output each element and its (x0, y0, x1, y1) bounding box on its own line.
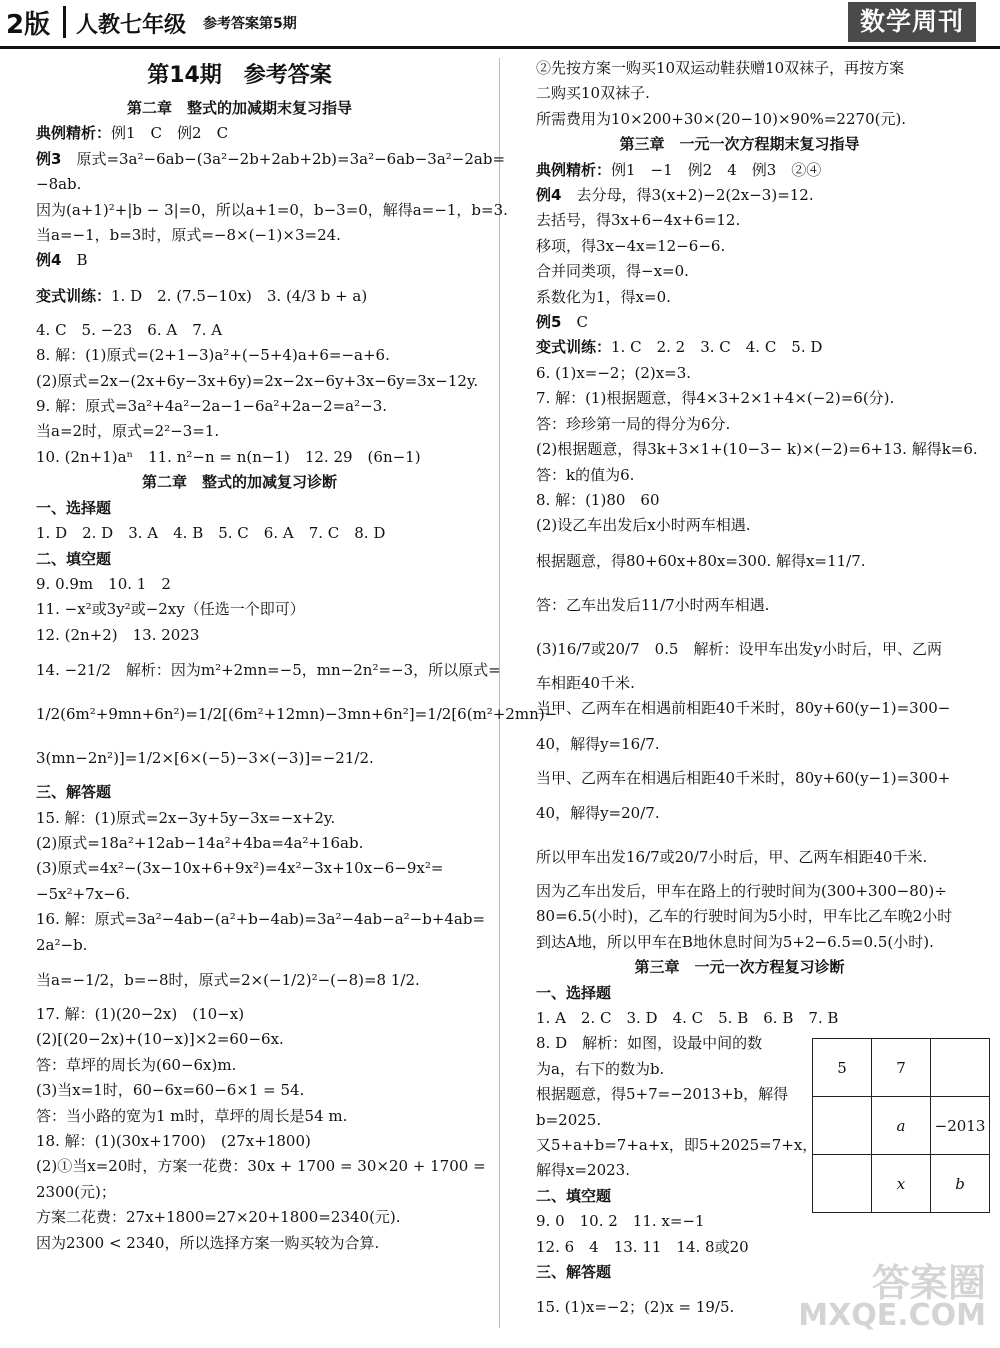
text-line (12, 172, 467, 197)
line-text: 12. 6 4 13. 11 14. 8或20 (536, 1237, 749, 1256)
text-line (12, 1205, 467, 1230)
text-line (512, 627, 967, 671)
text-line (12, 736, 467, 780)
text-line (12, 521, 467, 546)
line-text: 1/2(6m²+9mn+6n²)=1/2[(6m²+12mn)−3mn+6n²]=1/2[6(m²+2mn)− (36, 705, 558, 724)
line-text: 6. (1)x=−2；(2)x=3. (536, 363, 692, 382)
text-line (12, 572, 467, 597)
line-text: 当a=2时，原式=2²−3=1. (36, 422, 220, 441)
text-line (512, 722, 967, 766)
answer-label: 例4 (536, 186, 562, 205)
line-text: 10. (2n+1)aⁿ 11. n²−n = n(n−1) 12. 29 (6n−1) (36, 447, 421, 466)
grid-cell: 7 (872, 1039, 931, 1097)
text-line (12, 1002, 467, 1027)
text-line (512, 904, 967, 929)
line-text: 方案二花费：27x+1800=27×20+1800=2340(元). (36, 1208, 401, 1227)
grid-cell: 5 (813, 1039, 872, 1097)
line-text: (2)原式=18a²+12ab−14a²+4ba=4a²+16ab. (36, 833, 364, 852)
number-grid (812, 1038, 990, 1213)
text-line (512, 930, 967, 955)
line-text: 3(mn−2n²)]=1/2×[6×(−5)−3×(−3)]=−21/2. (36, 749, 374, 768)
column-divider (499, 58, 500, 1328)
answer-label: 典例精析： (536, 160, 612, 179)
subsection-label (12, 496, 467, 521)
answer-label: 例3 (36, 149, 62, 168)
line-text: 4. C 5. −23 6. A 7. A (36, 320, 223, 339)
text-line (12, 648, 501, 692)
text-line (512, 488, 967, 513)
text-line (12, 907, 486, 932)
line-text: 9. 0 10. 2 11. x=−1 (536, 1212, 705, 1231)
line-text: 11. −x²或3y²或−2xy（任选一个即可） (36, 600, 305, 619)
text-line (512, 386, 967, 411)
line-text: 17. 解：(1)(20−2x) (10−x) (36, 1004, 245, 1023)
answer-label: 变式训练： (36, 286, 112, 305)
line-text: 2300(元)； (36, 1182, 116, 1201)
line-text: 当a=−1/2，b=−8时，原式=2×(−1/2)²−(−8)=8 1/2. (36, 970, 420, 989)
text-line (12, 121, 467, 146)
subsection-label (512, 981, 967, 1006)
answer-label: 例5 (536, 313, 562, 332)
text-line (512, 1006, 967, 1031)
text-line (512, 56, 967, 81)
line-text: 因为乙车出发后，甲车在路上的行驶时间为(300+300−80)÷ (536, 881, 947, 900)
line-text: 9. 0.9m 10. 1 2 (36, 574, 171, 593)
text-line (512, 671, 967, 696)
line-text: 例1 C 例2 C (111, 124, 229, 143)
line-text: 一、选择题 (536, 983, 612, 1002)
line-text: 系数化为1，得x=0. (536, 287, 671, 306)
line-text: (3)原式=4x²−(3x−10x+6+9x²)=4x²−3x+10x−6−9x²= (36, 859, 444, 878)
text-line (512, 361, 967, 386)
line-text: 2a²−b. (36, 935, 88, 954)
line-text: ②先按方案一购买10双运动鞋获赠10双袜子，再按方案 (536, 59, 905, 77)
line-text: 车相距40千米. (536, 673, 635, 692)
text-line (12, 369, 479, 394)
text-line (12, 1104, 467, 1129)
text-line (12, 147, 506, 172)
text-line (512, 513, 967, 538)
line-text: 1. D 2. (7.5−10x) 3. (4/3 b + a) (111, 286, 368, 305)
line-text: 1. A 2. C 3. D 4. C 5. B 6. B 7. B (536, 1008, 839, 1027)
line-text: 答：k的值为6. (536, 465, 635, 484)
line-text: 15. (1)x=−2；(2)x = 19/5. (536, 1298, 735, 1317)
brand-title: 数学周刊 (848, 2, 976, 42)
line-text: 18. 解：(1)(30x+1700) (27x+1800) (36, 1132, 311, 1150)
grid-cell (813, 1155, 872, 1213)
text-line (512, 583, 967, 627)
line-text: 14. −21/2 解析：因为m²+2mn=−5，mn−2n²=−3，所以原式= (36, 661, 501, 680)
text-line (12, 318, 467, 343)
text-line (12, 692, 558, 736)
grid-cell: a (872, 1097, 931, 1155)
line-text: 40，解得y=20/7. (536, 803, 660, 822)
line-text: −8ab. (36, 175, 82, 194)
text-line (512, 766, 967, 791)
line-text: 8. D 解析：如图，设最中间的数 (536, 1034, 763, 1053)
text-line (12, 933, 467, 958)
line-text: −5x²+7x−6. (36, 884, 131, 903)
line-text: 一、选择题 (36, 498, 112, 517)
text-line (12, 856, 467, 881)
page-header (0, 0, 1000, 49)
line-text: 第三章 一元一次方程复习诊断 (634, 958, 845, 977)
section-heading (12, 470, 467, 495)
text-line (512, 539, 967, 583)
section-heading (12, 96, 467, 121)
line-text: 第14期 参考答案 (147, 63, 332, 88)
line-text: 又5+a+b=7+a+x，即5+2025=7+x， (536, 1136, 818, 1154)
grid-cell: x (872, 1155, 931, 1213)
text-line (12, 1078, 467, 1103)
line-text: b=2025. (536, 1110, 602, 1129)
header-divider (63, 6, 66, 38)
line-text: (2)设乙车出发后x小时两车相遇. (536, 516, 751, 535)
line-text: 9. 解：原式=3a²+4a²−2a−1−6a²+2a−2=a²−3. (36, 397, 388, 416)
line-text: 第三章 一元一次方程期末复习指导 (619, 135, 860, 154)
line-text: 因为2300 < 2340，所以选择方案一购买较为合算. (36, 1233, 380, 1252)
edition-label: 2版 (6, 10, 51, 40)
text-line (12, 1129, 467, 1154)
text-line (512, 81, 967, 106)
line-text: 1. D 2. D 3. A 4. B 5. C 6. A 7. C 8. D (36, 524, 386, 543)
page-title (12, 56, 467, 96)
grid-cell (931, 1039, 990, 1097)
grid-cell: −2013 (931, 1097, 990, 1155)
text-line (12, 1027, 467, 1052)
line-text: 所以甲车出发16/7或20/7小时后，甲、乙两车相距40千米. (536, 847, 928, 866)
text-line (512, 463, 967, 488)
text-line (512, 335, 967, 360)
answer-label: 变式训练： (536, 338, 612, 357)
line-text: 例1 −1 例2 4 例3 ②④ (611, 160, 822, 179)
line-text: 8. 解：(1)80 60 (536, 490, 660, 509)
grade-label: 人教七年级 (76, 13, 187, 38)
line-text: 二购买10双袜子. (536, 84, 650, 103)
line-text: 答：乙车出发后11/7小时两车相遇. (536, 595, 770, 614)
text-line (12, 882, 467, 907)
text-line (512, 1209, 967, 1234)
section-heading (512, 955, 967, 980)
text-line (12, 198, 508, 223)
line-text: 二、填空题 (536, 1186, 612, 1205)
text-line (512, 158, 967, 183)
line-text: 合并同类项，得−x=0. (536, 262, 689, 281)
text-line (512, 791, 967, 835)
text-line (512, 835, 967, 879)
text-line (512, 259, 967, 284)
text-line (512, 285, 967, 310)
answer-label: 例4 (36, 251, 62, 270)
line-text: 因为(a+1)²+|b − 3|=0，所以a+1=0，b−3=0，解得a=−1，b=3. (36, 200, 508, 219)
line-text: (2)原式=2x−(2x+6y−3x+6y)=2x−2x−6y+3x−6y=3x−12y. (36, 371, 479, 390)
line-text: 根据题意，得5+7=−2013+b，解得 (536, 1085, 789, 1104)
text-line (512, 208, 967, 233)
line-text: (3)16/7或20/7 0.5 解析：设甲车出发y小时后，甲、乙两 (536, 639, 942, 658)
line-text: 当a=−1，b=3时，原式=−8×(−1)×3=24. (36, 226, 341, 245)
text-line (12, 623, 467, 648)
line-text: B (61, 251, 88, 270)
text-line (512, 183, 967, 208)
subsection-label (12, 547, 467, 572)
line-text: 当甲、乙两车在相遇后相距40千米时，80y+60(y−1)=300+ (536, 768, 951, 787)
line-text: (2)[(20−2x)+(10−x)]×2=60−6x. (36, 1030, 284, 1049)
text-line (12, 248, 467, 273)
text-line (12, 445, 467, 470)
line-text: C (561, 313, 588, 332)
grid-cell (813, 1097, 872, 1155)
line-text: 7. 解：(1)根据题意，得4×3+2×1+4×(−2)=6(分). (536, 389, 895, 408)
line-text: 原式=3a²−6ab−(3a²−2b+2ab+2b)=3a²−6ab−3a²−2ab= (61, 149, 506, 168)
line-text: 解得x=2023. (536, 1161, 630, 1180)
line-text: 到达A地，所以甲车在B地休息时间为5+2−6.5=0.5(小时). (536, 932, 934, 951)
line-text: 为a，右下的数为b. (536, 1059, 665, 1078)
text-line (12, 1053, 467, 1078)
text-line (12, 343, 467, 368)
line-text: 80=6.5(小时)，乙车的行驶时间为5小时，甲车比乙车晚2小时 (536, 907, 953, 926)
line-text: 答：珍珍第一局的得分为6分. (536, 414, 731, 433)
text-line (12, 419, 467, 444)
subsection-label (12, 780, 467, 805)
text-line (12, 1154, 486, 1179)
line-text: 16. 解：原式=3a²−4ab−(a²+b−4ab)=3a²−4ab−a²−b+4ab= (36, 910, 486, 929)
line-text: 12. (2n+2) 13. 2023 (36, 625, 200, 644)
text-line (12, 831, 467, 856)
line-text: 三、解答题 (536, 1263, 612, 1282)
watermark-logo: 答案圈 (871, 1261, 986, 1305)
line-text: 第二章 整式的加减复习诊断 (141, 473, 337, 492)
line-text: 所需费用为10×200+30×(20−10)×90%=2270(元). (536, 109, 907, 128)
text-line (512, 437, 978, 462)
line-text: 去分母，得3(x+2)−2(2x−3)=12. (561, 186, 814, 205)
section-heading (512, 132, 967, 157)
text-line (12, 1231, 467, 1256)
text-line (12, 597, 467, 622)
line-text: 去括号，得3x+6−4x+6=12. (536, 211, 741, 230)
line-text: 二、填空题 (36, 549, 112, 568)
line-text: (3)当x=1时，60−6x=60−6×1 = 54. (36, 1081, 305, 1100)
line-text: 当甲、乙两车在相遇前相距40千米时，80y+60(y−1)=300− (536, 699, 951, 718)
text-line (512, 696, 967, 721)
line-text: 40，解得y=16/7. (536, 734, 660, 753)
text-line (12, 394, 467, 419)
line-text: (2)①当x=20时，方案一花费：30x + 1700 = 30×20 + 1700 = (36, 1157, 486, 1176)
watermark-url: MXQE.COM (798, 1298, 986, 1333)
line-text: 根据题意，得80+60x+80x=300. 解得x=11/7. (536, 551, 866, 570)
text-line (512, 879, 967, 904)
text-line (512, 234, 967, 259)
issue-label: 参考答案第5期 (203, 16, 297, 32)
text-line (12, 958, 467, 1002)
line-text: 1. C 2. 2 3. C 4. C 5. D (611, 338, 823, 357)
text-line (512, 310, 967, 335)
answer-label: 典例精析： (36, 124, 112, 143)
line-text: 第二章 整式的加减期末复习指导 (126, 99, 352, 117)
text-line (12, 806, 467, 831)
line-text: 8. 解：(1)原式=(2+1−3)a²+(−5+4)a+6=−a+6. (36, 346, 390, 365)
line-text: 15. 解：(1)原式=2x−3y+5y−3x=−x+2y. (36, 808, 336, 827)
line-text: 移项，得3x−4x=12−6−6. (536, 236, 726, 255)
text-line (512, 412, 967, 437)
line-text: 三、解答题 (36, 783, 112, 802)
text-line (12, 1180, 467, 1205)
text-line (12, 223, 467, 248)
grid-cell: b (931, 1155, 990, 1213)
line-text: 答：当小路的宽为1 m时，草坪的周长是54 m. (36, 1106, 348, 1125)
line-text: (2)根据题意，得3k+3×1+(10−3− k)×(−2)=6+13. 解得k=6. (536, 440, 978, 459)
text-line (512, 107, 967, 132)
text-line (12, 274, 467, 318)
line-text: 答：草坪的周长为(60−6x)m. (36, 1055, 237, 1074)
